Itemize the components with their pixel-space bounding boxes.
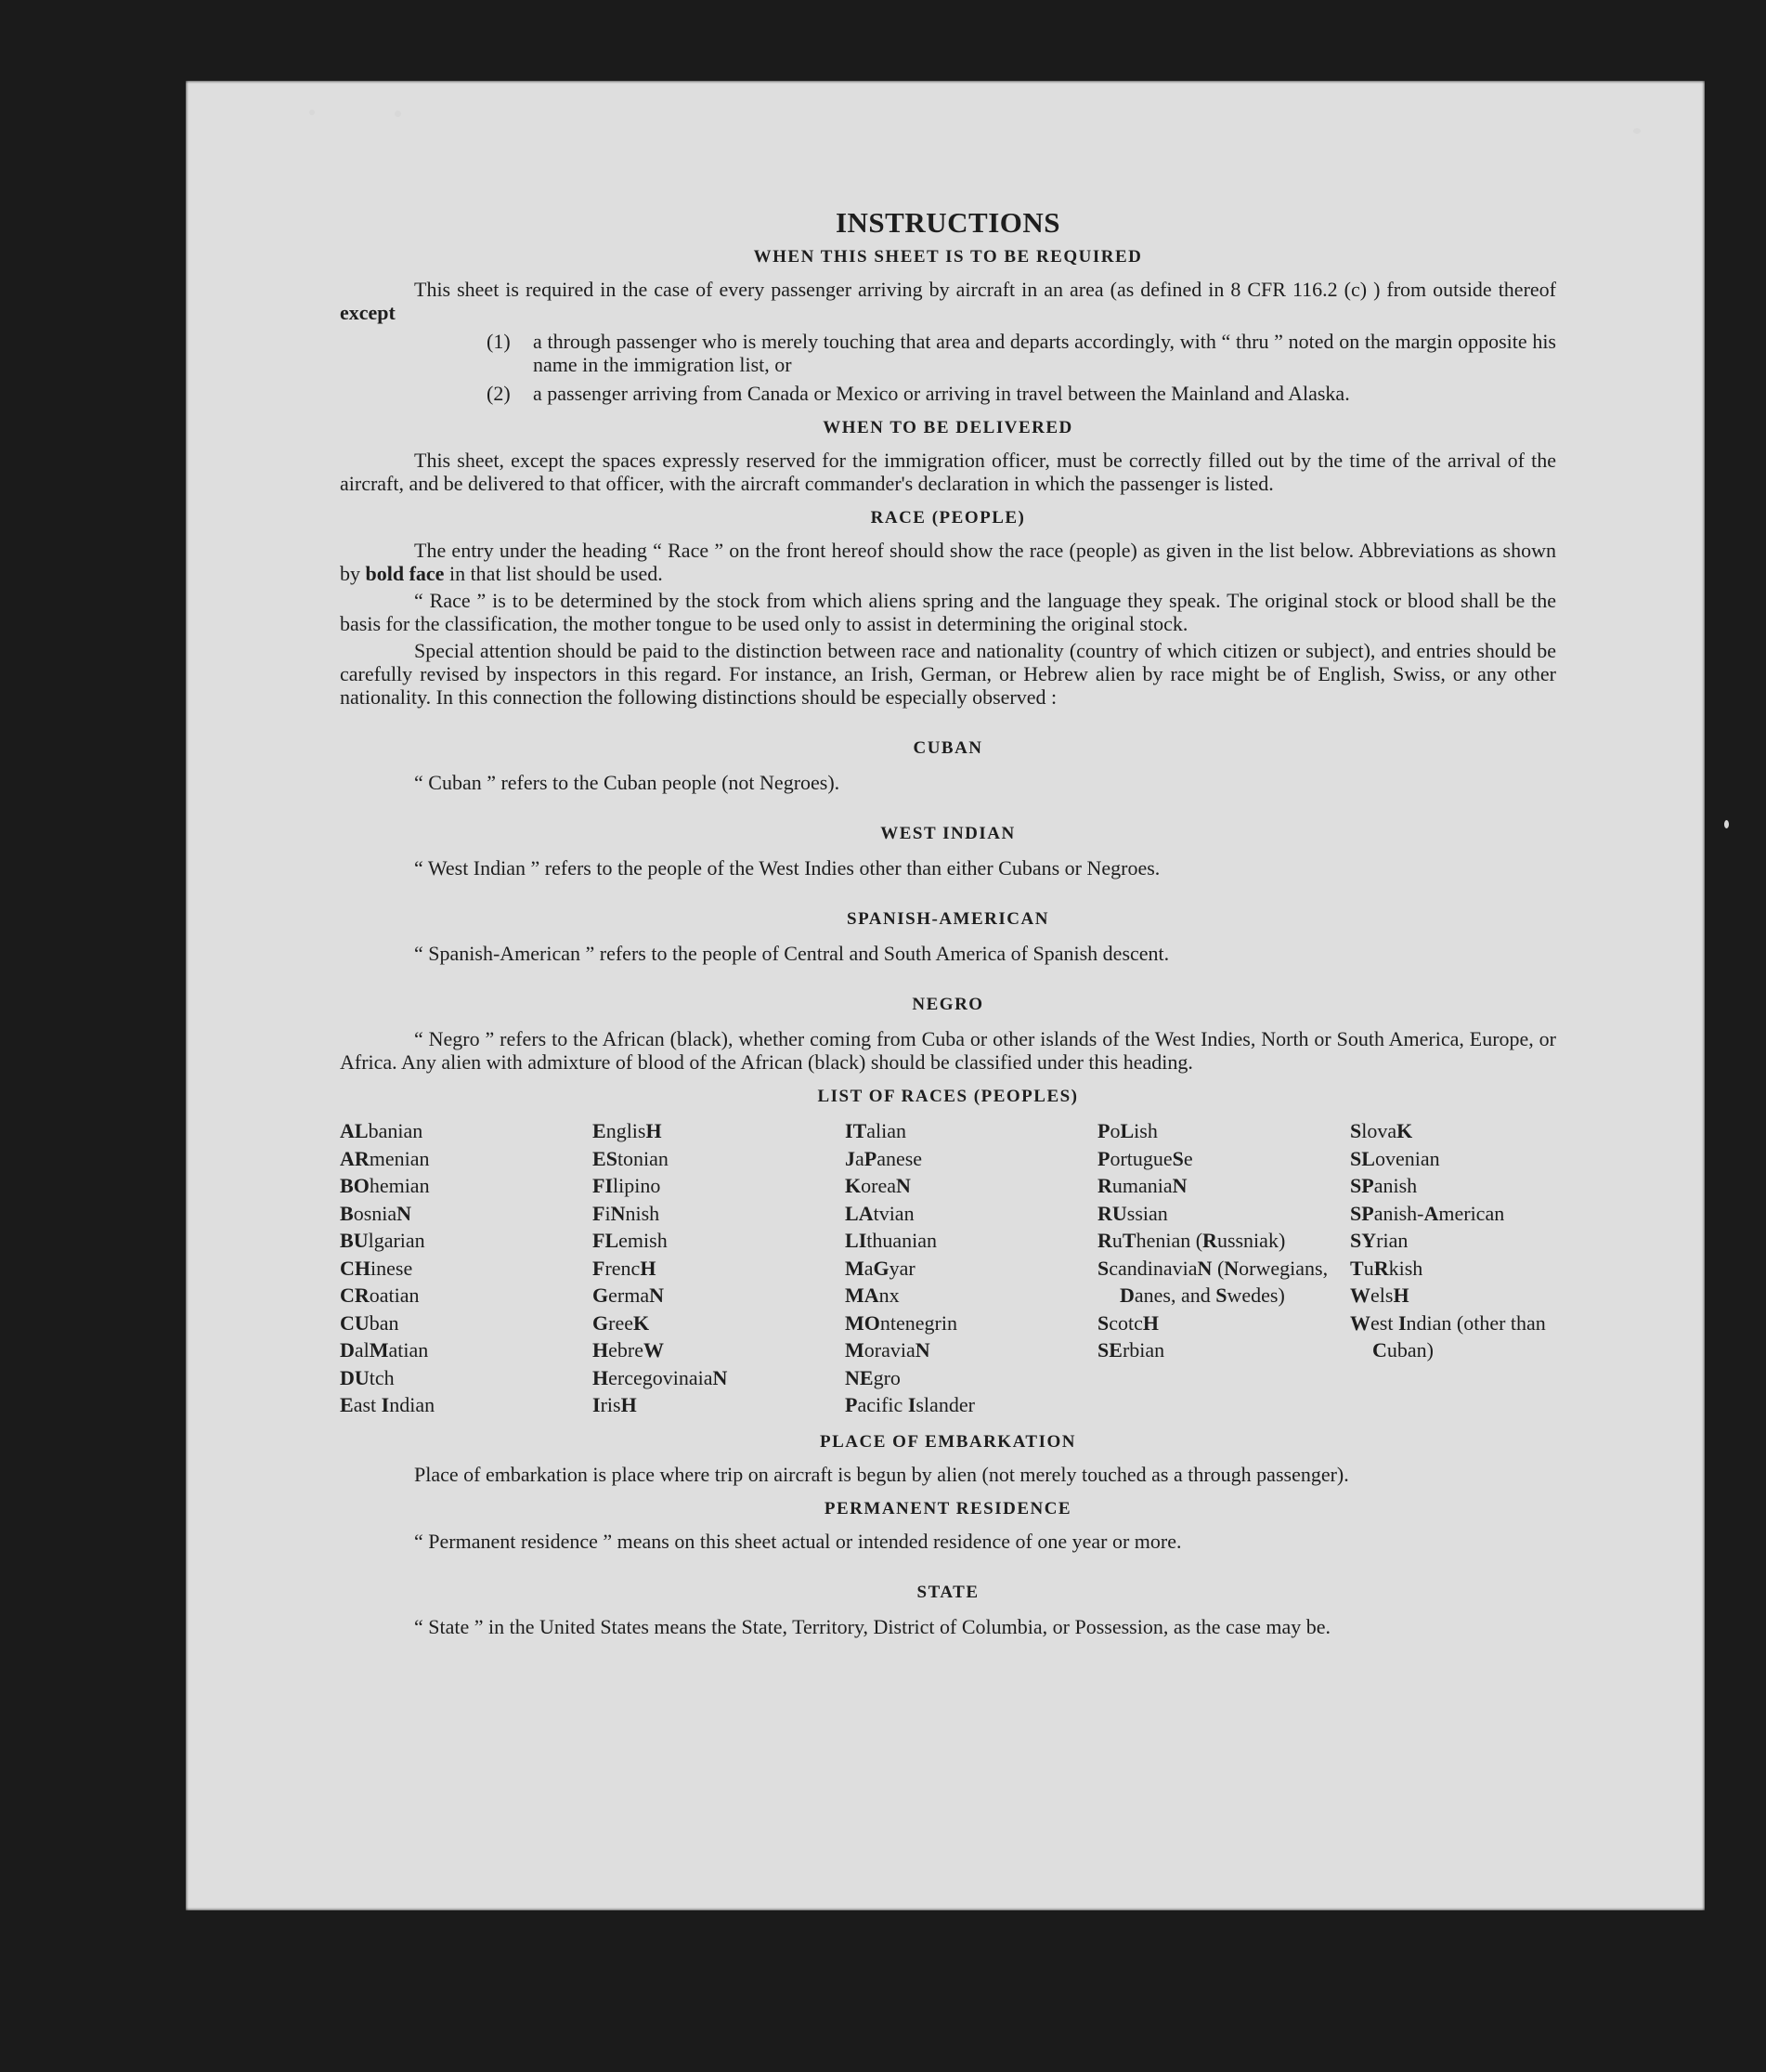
- race-entry: TuRkish: [1350, 1256, 1423, 1280]
- race-entry: GreeK: [592, 1310, 650, 1335]
- race-entry: LAtvian: [845, 1201, 915, 1225]
- race-entry: EStonian: [592, 1146, 669, 1170]
- heading-when-delivered: WHEN TO BE DELIVERED: [823, 418, 1073, 437]
- exception-item: (2) a passenger arriving from Canada or Mexico or arriving in travel between the Mainland and Alaska.: [487, 382, 1350, 405]
- race-entry: SYrian: [1350, 1229, 1409, 1252]
- race-entry: BosniaN: [340, 1201, 412, 1225]
- instructions-content: [340, 206, 1556, 1642]
- race-entry: SlovaK: [1350, 1119, 1413, 1142]
- race-entry: BUlgarian: [340, 1229, 425, 1252]
- race-column: [1097, 1117, 1350, 1419]
- heading-when-required: WHEN THIS SHEET IS TO BE REQUIRED: [753, 247, 1143, 267]
- race-entry: DalMatian: [340, 1338, 429, 1362]
- heading-spanish-american: SPANISH-AMERICAN: [847, 909, 1049, 929]
- heading-west-indian: WEST INDIAN: [880, 824, 1016, 843]
- race-entry: RuThenian (Russniak): [1097, 1229, 1286, 1252]
- race-entry: ScandinaviaN (Norwegians, Danes, and Swedes): [1097, 1256, 1329, 1307]
- race-entry: HebreW: [592, 1338, 664, 1362]
- race-entry: DUtch: [340, 1365, 395, 1389]
- race-entry: West Indian (other than Cuban): [1350, 1310, 1546, 1362]
- race-entry: IrisH: [592, 1393, 637, 1416]
- race-list-grid: [340, 1117, 1556, 1419]
- race-entry: ITalian: [845, 1119, 907, 1142]
- race-column: [845, 1117, 1097, 1419]
- race-paragraph-2: “ Race ” is to be determined by the stock from which aliens spring and the language they speak. The original stock or blood shall be the basis for the classification, the mother tongue to be used only to assist in determining the original stock.: [340, 589, 1556, 635]
- when-delivered-text: This sheet, except the spaces expressly reserved for the immigration officer, must be correctly filled out by the time of the arrival of the aircraft, and be delivered to that officer, with the aircraft commander's declaration in which the passenger is listed.: [340, 449, 1556, 495]
- heading-negro: NEGRO: [912, 995, 984, 1014]
- race-entry: LIthuanian: [845, 1229, 938, 1252]
- exception-item: (1) a through passenger who is merely touching that area and departs accordingly, with “ thru ” noted on the margin opposite his name in the immigration list, or: [487, 330, 1556, 376]
- race-entry: KoreaN: [845, 1174, 911, 1197]
- race-entry: MOntenegrin: [845, 1310, 957, 1335]
- race-entry: RumaniaN: [1097, 1174, 1188, 1197]
- race-column: [592, 1117, 845, 1419]
- race-entry: CUban: [340, 1310, 399, 1335]
- race-entry: WelsH: [1350, 1284, 1409, 1307]
- race-entry: Pacific Islander: [845, 1393, 975, 1416]
- race-entry: MoraviaN: [845, 1338, 930, 1362]
- heading-place-of-embarkation: PLACE OF EMBARKATION: [820, 1431, 1076, 1452]
- race-entry: ScotcH: [1097, 1310, 1160, 1335]
- race-entry: JaPanese: [845, 1146, 923, 1170]
- heading-state: STATE: [916, 1582, 980, 1602]
- document-page: [186, 81, 1705, 1910]
- race-entry: FIlipino: [592, 1174, 661, 1197]
- race-entry: FrencH: [592, 1256, 656, 1280]
- scan-speck: [395, 111, 401, 117]
- race-paragraph-1: The entry under the heading “ Race ” on the front hereof should show the race (people) as given in the list below. Abbreviations as shown by bold face in that list should be used.: [340, 539, 1556, 585]
- race-entry: BOhemian: [340, 1174, 430, 1197]
- race-entry: FiNnish: [592, 1201, 660, 1225]
- race-entry: HercegovinaiaN: [592, 1365, 728, 1389]
- race-entry: East Indian: [340, 1393, 435, 1416]
- race-column: [340, 1117, 592, 1419]
- race-entry: EnglisH: [592, 1119, 662, 1142]
- scan-speck: [309, 110, 315, 115]
- page-title: INSTRUCTIONS: [835, 206, 1060, 239]
- race-entry: ARmenian: [340, 1146, 430, 1170]
- race-entry: PortugueSe: [1097, 1146, 1193, 1170]
- race-entry: SErbian: [1097, 1338, 1165, 1362]
- spanish-american-text: “ Spanish-American ” refers to the people of Central and South America of Spanish descent.: [414, 942, 1170, 965]
- cuban-text: “ Cuban ” refers to the Cuban people (not Negroes).: [414, 771, 840, 794]
- race-entry: MAnx: [845, 1284, 900, 1307]
- race-paragraph-3: Special attention should be paid to the distinction between race and nationality (country of which citizen or subject), and entries should be carefully revised by inspectors in this regard. For instance, an Irish, German, or Hebrew alien by race might be of English, Swiss, or any other nationality. In this connection the following distinctions should be especially observed :: [340, 639, 1556, 709]
- west-indian-text: “ West Indian ” refers to the people of the West Indies other than either Cubans or Negroes.: [414, 856, 1161, 880]
- race-entry: MaGyar: [845, 1256, 915, 1280]
- negro-text: “ Negro ” refers to the African (black), whether coming from Cuba or other islands of the West Indies, North or South America, Europe, or Africa. Any alien with admixture of blood of the African (black) should be classified under this heading.: [340, 1027, 1556, 1074]
- when-required-intro: This sheet is required in the case of every passenger arriving by aircraft in an area (as defined in 8 CFR 116.2 (c) ) from outside thereof except: [340, 278, 1556, 324]
- race-entry: GermaN: [592, 1284, 664, 1307]
- heading-list-of-races: LIST OF RACES (PEOPLES): [817, 1087, 1079, 1106]
- race-entry: PoLish: [1097, 1119, 1158, 1142]
- race-entry: FLemish: [592, 1229, 668, 1252]
- race-column: [1350, 1117, 1556, 1419]
- heading-cuban: CUBAN: [913, 738, 983, 758]
- race-entry: NEgro: [845, 1365, 901, 1389]
- scan-speck: [1724, 820, 1729, 828]
- heading-permanent-residence: PERMANENT RESIDENCE: [824, 1498, 1072, 1518]
- race-entry: ALbanian: [340, 1119, 423, 1142]
- race-entry: SPanish-American: [1350, 1201, 1505, 1225]
- race-entry: CHinese: [340, 1256, 413, 1280]
- race-entry: CRoatian: [340, 1284, 420, 1307]
- residence-text: “ Permanent residence ” means on this sheet actual or intended residence of one year or more.: [414, 1529, 1182, 1553]
- race-entry: RUssian: [1097, 1201, 1168, 1225]
- scan-speck: [1633, 128, 1641, 134]
- embarkation-text: Place of embarkation is place where trip on aircraft is begun by alien (not merely touched as a through passenger).: [414, 1462, 1349, 1486]
- state-text: “ State ” in the United States means the State, Territory, District of Columbia, or Possession, as the case may be.: [414, 1614, 1331, 1638]
- race-entry: SLovenian: [1350, 1146, 1440, 1170]
- race-entry: SPanish: [1350, 1174, 1418, 1197]
- heading-race: RACE (PEOPLE): [870, 508, 1026, 528]
